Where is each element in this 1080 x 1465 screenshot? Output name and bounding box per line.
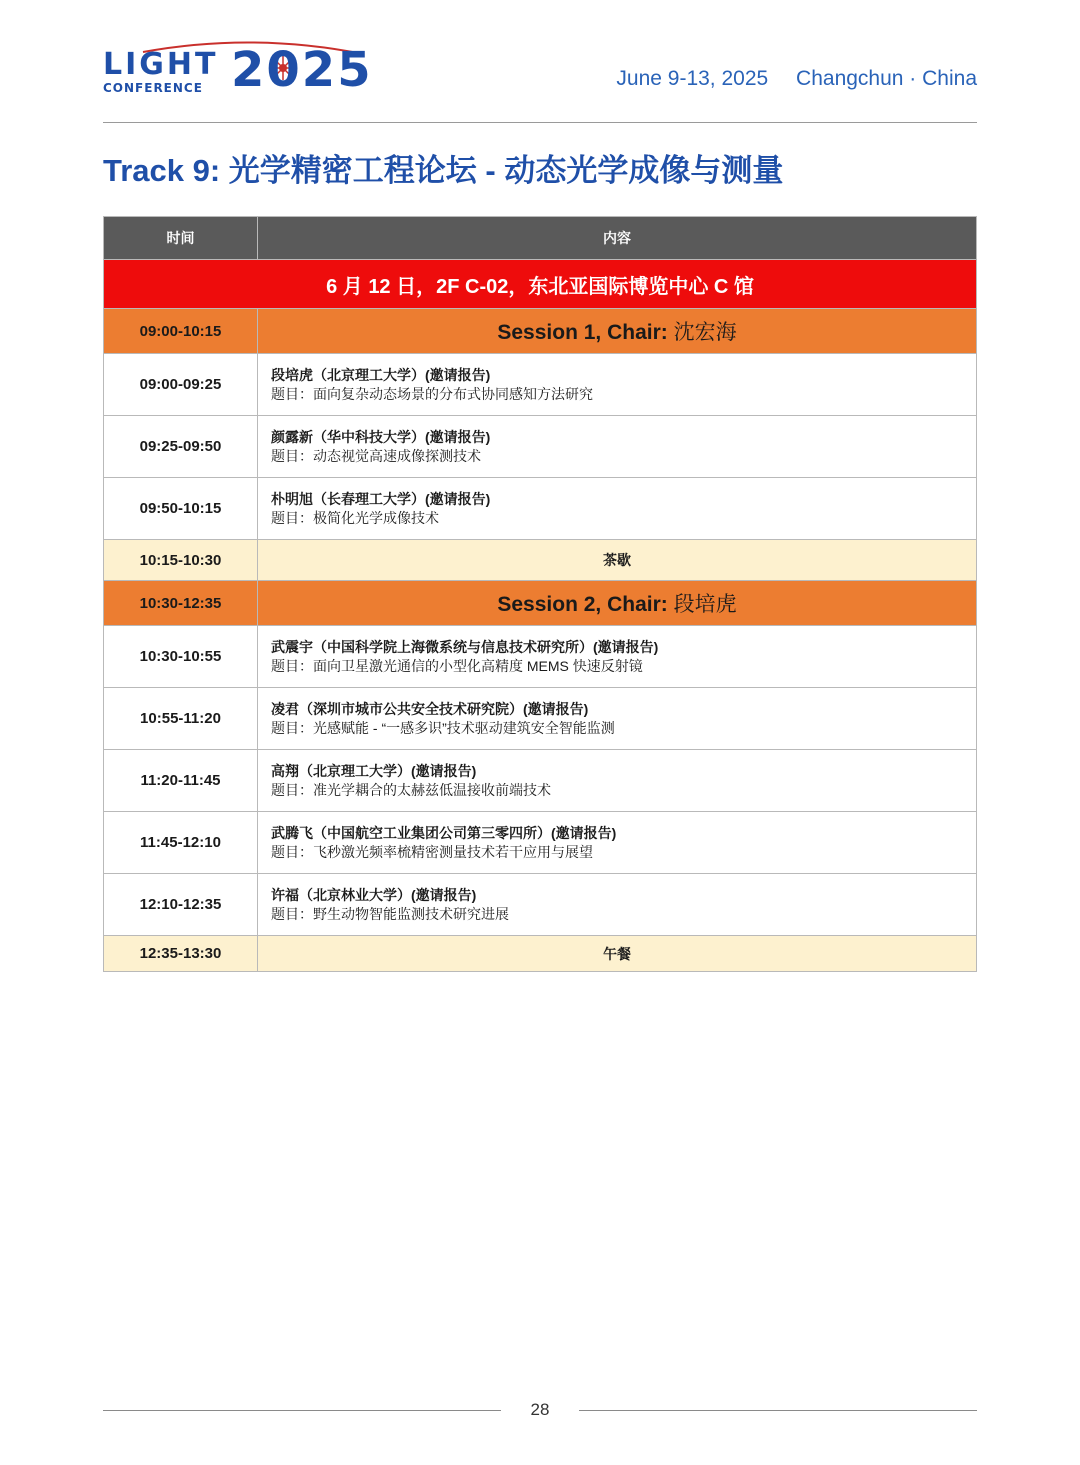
- logo-light-text: LIGHT: [103, 47, 219, 82]
- table-row: [104, 812, 977, 874]
- talk-speaker: 凌君（深圳市城市公共安全技术研究院）(邀请报告): [271, 701, 589, 717]
- break-row: [104, 936, 977, 972]
- table-row: [104, 354, 977, 416]
- logo-year-text: 2025: [231, 42, 373, 98]
- break-label: 茶歇: [258, 540, 977, 581]
- session-row: [104, 309, 977, 354]
- talk-speaker: 高翔（北京理工大学）(邀请报告): [271, 763, 477, 779]
- table-row: [104, 750, 977, 812]
- table-row: [104, 688, 977, 750]
- talk-speaker: 武震宇（中国科学院上海微系统与信息技术研究所）(邀请报告): [271, 639, 659, 655]
- event-info: [616, 66, 977, 92]
- page-number: 28: [530, 1400, 550, 1419]
- table-row: [104, 416, 977, 478]
- talk-content: [258, 478, 977, 540]
- talk-content: [258, 750, 977, 812]
- talk-speaker: 段培虎（北京理工大学）(邀请报告): [271, 367, 491, 383]
- talk-content: [258, 626, 977, 688]
- talk-title: 题目：极简化光学成像技术: [271, 510, 439, 526]
- header-divider: [103, 122, 977, 123]
- page-header: [103, 38, 977, 110]
- talk-content: [258, 812, 977, 874]
- session-row: [104, 581, 977, 626]
- break-time: 10:15-10:30: [104, 540, 258, 581]
- talk-time: 09:25-09:50: [104, 416, 258, 478]
- schedule-table: [103, 216, 977, 972]
- talk-title: 题目：飞秒激光频率梳精密测量技术若干应用与展望: [271, 844, 593, 860]
- day-banner: 6 月 12 日，2F C-02，东北亚国际博览中心 C 馆: [104, 260, 977, 309]
- break-label: 午餐: [258, 936, 977, 972]
- talk-title: 题目：面向复杂动态场景的分布式协同感知方法研究: [271, 386, 593, 402]
- talk-time: 10:55-11:20: [104, 688, 258, 750]
- day-row: [104, 260, 977, 309]
- talk-title: 题目：面向卫星激光通信的小型化高精度 MEMS 快速反射镜: [271, 658, 643, 674]
- session-label: Session 2, Chair:: [497, 593, 668, 616]
- footer-divider-right: [579, 1410, 977, 1411]
- table-row: [104, 478, 977, 540]
- page-title: Track 9: 光学精密工程论坛 - 动态光学成像与测量: [103, 153, 784, 188]
- talk-title: 题目：野生动物智能监测技术研究进展: [271, 906, 509, 922]
- table-row: [104, 626, 977, 688]
- session-label: Session 1, Chair:: [497, 321, 668, 344]
- talk-title: 题目：准光学耦合的太赫兹低温接收前端技术: [271, 782, 551, 798]
- event-dates: June 9-13, 2025: [616, 67, 769, 90]
- talk-content: [258, 416, 977, 478]
- logo-conference-text: CONFERENCE: [103, 81, 203, 95]
- talk-content: [258, 874, 977, 936]
- talk-title: 题目：动态视觉高速成像探测技术: [271, 448, 481, 464]
- talk-content: [258, 354, 977, 416]
- talk-title: 题目：光感赋能 - “一感多识”技术驱动建筑安全智能监测: [271, 720, 615, 736]
- session-title: [258, 581, 977, 626]
- talk-time: 09:00-09:25: [104, 354, 258, 416]
- talk-time: 09:50-10:15: [104, 478, 258, 540]
- talk-speaker: 朴明旭（长春理工大学）(邀请报告): [271, 491, 491, 507]
- break-row: [104, 540, 977, 581]
- footer-divider-left: [103, 1410, 501, 1411]
- table-header-row: [104, 217, 977, 260]
- session-chair: 沈宏海: [667, 321, 737, 344]
- session-chair: 段培虎: [667, 593, 737, 616]
- talk-speaker: 武腾飞（中国航空工业集团公司第三零四所）(邀请报告): [271, 825, 617, 841]
- talk-speaker: 许福（北京林业大学）(邀请报告): [271, 887, 477, 903]
- talk-time: 10:30-10:55: [104, 626, 258, 688]
- conference-logo: [103, 38, 413, 100]
- break-time: 12:35-13:30: [104, 936, 258, 972]
- talk-time: 11:20-11:45: [104, 750, 258, 812]
- header-time: 时间: [104, 217, 258, 260]
- talk-time: 11:45-12:10: [104, 812, 258, 874]
- session-time: 10:30-12:35: [104, 581, 258, 626]
- session-title: [258, 309, 977, 354]
- session-time: 09:00-10:15: [104, 309, 258, 354]
- event-location: Changchun · China: [796, 67, 977, 90]
- talk-content: [258, 688, 977, 750]
- header-content: 内容: [258, 217, 977, 260]
- talk-speaker: 颜露新（华中科技大学）(邀请报告): [271, 429, 491, 445]
- table-row: [104, 874, 977, 936]
- talk-time: 12:10-12:35: [104, 874, 258, 936]
